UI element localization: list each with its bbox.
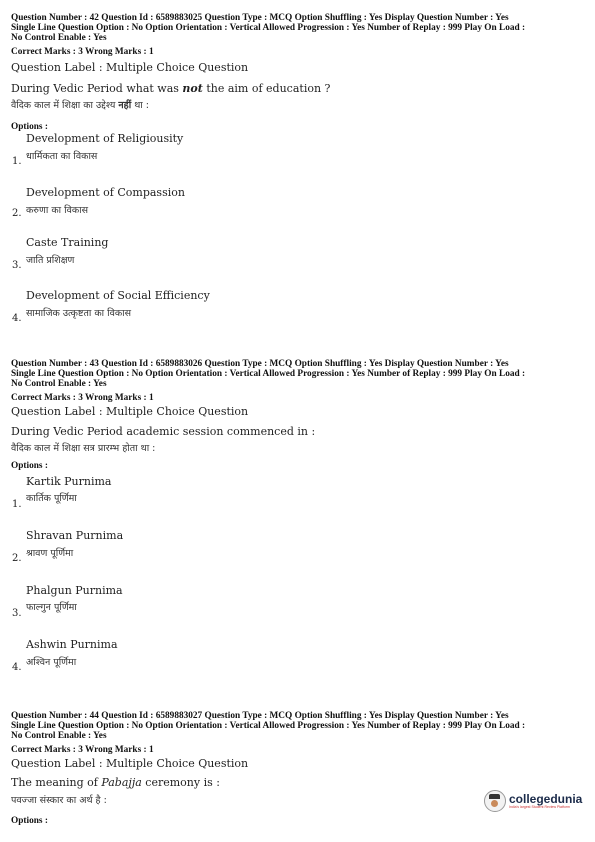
marks-line: Correct Marks : 3 Wrong Marks : 1 — [11, 745, 154, 755]
meta-line: Question Number : 43 Question Id : 6589883026 Question Type : MCQ Option Shuffling : Yes Display Question Number : Yes — [11, 359, 509, 369]
option-text: Shravan Purnima — [26, 529, 124, 542]
option-text: Development of Social Efficiency — [26, 289, 210, 302]
option-number: 4. — [12, 313, 22, 324]
option-number: 1. — [12, 499, 22, 510]
meta-line: Single Line Question Option : No Option Orientation : Vertical Allowed Progression : Yes Number of Replay : 999 Play On Load : — [11, 721, 526, 731]
meta-line: No Control Enable : Yes — [11, 379, 107, 389]
meta-line: Question Number : 42 Question Id : 6589883025 Question Type : MCQ Option Shuffling : Yes Display Question Number : Yes — [11, 13, 509, 23]
question-meta — [11, 359, 586, 389]
option-text-hindi: धार्मिकता का विकास — [26, 151, 98, 162]
question-meta — [11, 13, 586, 43]
question-text: The meaning of Pabajja ceremony is : — [11, 776, 220, 789]
question-text-hindi: वैदिक काल में शिक्षा का उद्देश्य नहीं था : — [11, 100, 149, 111]
options-heading: Options : — [11, 122, 48, 132]
options-heading: Options : — [11, 461, 48, 471]
emphasis-nahi: नहीं — [118, 100, 132, 111]
question-label: Question Label : Multiple Choice Question — [11, 405, 249, 418]
meta-line: No Control Enable : Yes — [11, 33, 107, 43]
option-text-hindi: करुणा का विकास — [26, 205, 89, 216]
option-text: Development of Religiousity — [26, 132, 184, 145]
collegedunia-logo — [484, 788, 584, 814]
option-text-hindi: फाल्गुन पूर्णिमा — [26, 602, 77, 613]
option-text: Phalgun Purnima — [26, 584, 123, 597]
emphasis-not: not — [182, 82, 203, 95]
meta-line: No Control Enable : Yes — [11, 731, 107, 741]
meta-line: Single Line Question Option : No Option Orientation : Vertical Allowed Progression : Yes Number of Replay : 999 Play On Load : — [11, 369, 526, 379]
logo-name: collegedunia — [509, 791, 583, 806]
option-number: 3. — [12, 260, 22, 271]
option-text-hindi: अश्विन पूर्णिमा — [26, 657, 77, 668]
option-number: 2. — [12, 553, 22, 564]
option-text-hindi: कार्तिक पूर्णिमा — [26, 493, 77, 504]
meta-line: Single Line Question Option : No Option Orientation : Vertical Allowed Progression : Yes Number of Replay : 999 Play On Load : — [11, 23, 526, 33]
logo-tagline: India's largest Student Review Platform — [509, 804, 570, 809]
option-text: Ashwin Purnima — [26, 638, 118, 651]
marks-line: Correct Marks : 3 Wrong Marks : 1 — [11, 47, 154, 57]
question-text-hindi: पवज्जा संस्कार का अर्थ है : — [11, 795, 107, 806]
meta-line: Question Number : 44 Question Id : 6589883027 Question Type : MCQ Option Shuffling : Yes Display Question Number : Yes — [11, 711, 509, 721]
question-meta — [11, 711, 586, 741]
question-label: Question Label : Multiple Choice Question — [11, 757, 249, 770]
option-text: Caste Training — [26, 236, 109, 249]
option-number: 1. — [12, 156, 22, 167]
option-number: 4. — [12, 662, 22, 673]
option-text: Development of Compassion — [26, 186, 185, 199]
option-text-hindi: श्रावण पूर्णिमा — [26, 548, 74, 559]
question-text: During Vedic Period what was not the aim of education ? — [11, 82, 331, 95]
option-number: 2. — [12, 208, 22, 219]
graduate-avatar-icon — [484, 790, 506, 812]
question-text: During Vedic Period academic session commenced in : — [11, 425, 316, 438]
option-number: 3. — [12, 608, 22, 619]
option-text-hindi: सामाजिक उत्कृष्टता का विकास — [26, 308, 132, 319]
question-label: Question Label : Multiple Choice Question — [11, 61, 249, 74]
option-text-hindi: जाति प्रशिक्षण — [26, 255, 75, 266]
marks-line: Correct Marks : 3 Wrong Marks : 1 — [11, 393, 154, 403]
options-heading: Options : — [11, 816, 48, 826]
question-text-hindi: वैदिक काल में शिक्षा सत्र प्रारम्भ होता था : — [11, 443, 156, 454]
emphasis-pabajja: Pabajja — [101, 776, 142, 789]
option-text: Kartik Purnima — [26, 475, 112, 488]
